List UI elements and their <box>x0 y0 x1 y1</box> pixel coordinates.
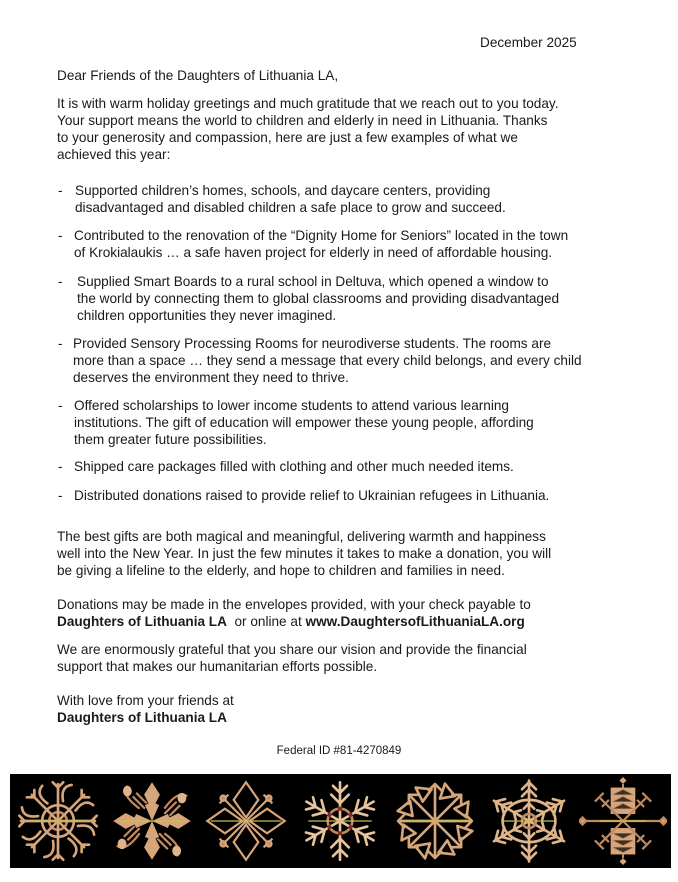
closing-line: be giving a lifeline to the elderly, and hope to children and families in need. <box>57 563 505 578</box>
dash-marker: - <box>58 459 63 474</box>
gratitude-line: support that makes our humanitarian efforts possible. <box>57 659 378 674</box>
letter-date: December 2025 <box>480 35 577 50</box>
salutation: Dear Friends of the Daughters of Lithuania LA, <box>57 68 339 83</box>
achievement-line: children opportunities they never imagined. <box>77 308 337 323</box>
dash-marker: - <box>58 228 63 243</box>
dash-marker: - <box>58 274 63 289</box>
achievement-line: Contributed to the renovation of the “Dignity Home for Seniors” located in the town <box>74 228 569 243</box>
federal-id: Federal ID #81-4270849 <box>276 745 402 757</box>
achievement-line: Provided Sensory Processing Rooms for neurodiverse students. The rooms are <box>73 336 552 351</box>
donations-paragraph <box>57 596 637 630</box>
achievement-line: more than a space … they send a message that every child belongs, and every child <box>73 353 582 368</box>
achievement-line: deserves the environment they need to thrive. <box>73 370 349 385</box>
donations-line: Donations may be made in the envelopes provided, with your check payable to <box>57 597 531 612</box>
donations-middle-text: or online at <box>226 614 306 629</box>
gratitude-line: We are enormously grateful that you share our vision and provide the financial <box>57 642 527 657</box>
website-link[interactable]: www.DaughtersofLithuaniaLA.org <box>305 614 525 629</box>
straw-snowflake-3-icon <box>202 777 290 865</box>
gratitude-paragraph <box>57 641 637 675</box>
straw-snowflake-7-icon <box>579 777 667 865</box>
intro-paragraph <box>57 95 637 163</box>
achievement-line: Offered scholarships to lower income students to attend various learning <box>74 398 509 413</box>
dash-marker: - <box>58 183 63 198</box>
closing-line: The best gifts are both magical and meaningful, delivering warmth and happiness <box>57 529 546 544</box>
achievement-line: of Krokialaukis … a safe haven project for elderly in need of affordable housing. <box>74 245 553 260</box>
straw-snowflake-6-icon <box>485 777 573 865</box>
achievement-line: the world by connecting them to global classrooms and providing disadvantaged <box>77 291 560 306</box>
achievement-line: Distributed donations raised to provide relief to Ukrainian refugees in Lithuania. <box>74 488 550 503</box>
signoff <box>57 692 637 726</box>
straw-snowflake-2-icon <box>108 777 196 865</box>
closing-line: well into the New Year. In just the few minutes it takes to make a donation, you will <box>57 546 552 561</box>
org-name: Daughters of Lithuania LA <box>57 614 227 629</box>
straw-snowflake-1-icon <box>14 777 102 865</box>
straw-snowflake-4-icon <box>296 777 384 865</box>
dash-marker: - <box>58 336 63 351</box>
donations-payee-line <box>57 613 637 630</box>
achievement-line: disadvantaged and disabled children a safe place to grow and succeed. <box>75 200 506 215</box>
intro-line: achieved this year: <box>57 147 171 162</box>
signoff-line: With love from your friends at <box>57 693 234 708</box>
achievement-line: Shipped care packages filled with clothing and other much needed items. <box>74 459 514 474</box>
signoff-org-name: Daughters of Lithuania LA <box>57 710 227 725</box>
achievement-line: them greater future possibilities. <box>74 432 267 447</box>
snowflake-banner <box>10 774 671 868</box>
achievement-line: institutions. The gift of education will empower these young people, affording <box>74 415 534 430</box>
intro-line: It is with warm holiday greetings and much gratitude that we reach out to you today. <box>57 96 559 111</box>
dash-marker: - <box>58 488 63 503</box>
straw-snowflake-5-icon <box>391 777 479 865</box>
achievement-line: Supported children’s homes, schools, and daycare centers, providing <box>75 183 491 198</box>
closing-paragraph <box>57 528 637 579</box>
intro-line: Your support means the world to children and elderly in need in Lithuania. Thanks <box>57 113 548 128</box>
achievement-line: Supplied Smart Boards to a rural school in Deltuva, which opened a window to <box>77 274 549 289</box>
intro-line: to your generosity and compassion, here are just a few examples of what we <box>57 130 518 145</box>
dash-marker: - <box>58 398 63 413</box>
